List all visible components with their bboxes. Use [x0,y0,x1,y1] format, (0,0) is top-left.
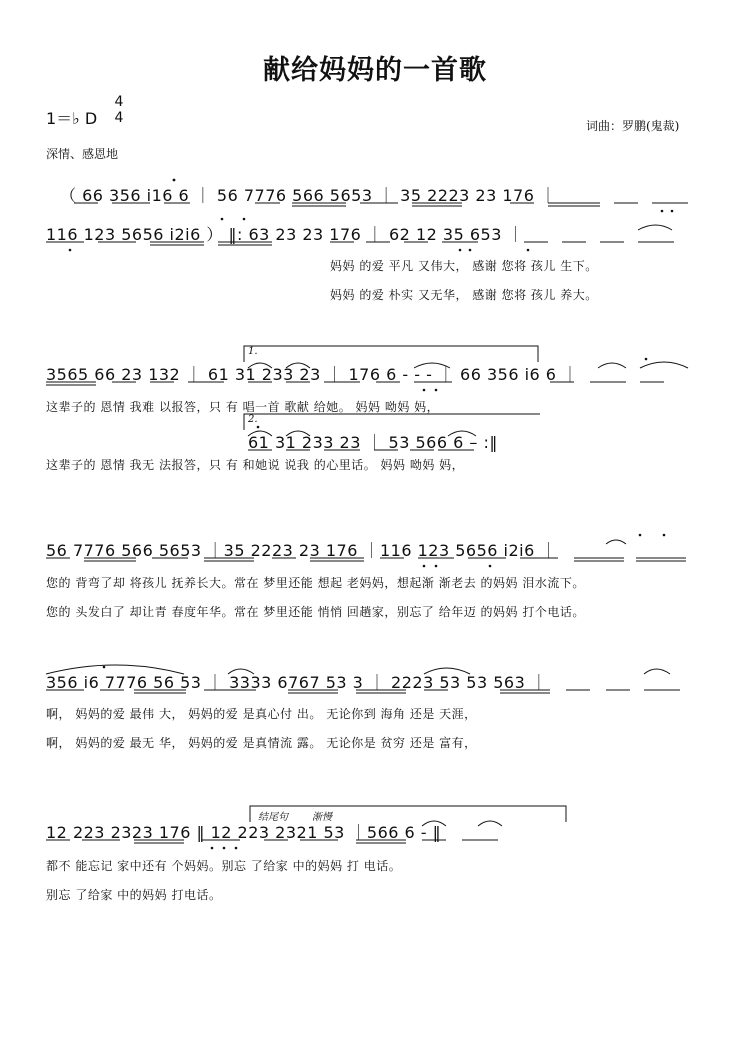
lyric-row-5-verse-2: 您的 头发白了 却让青 春度年华。常在 梦里还能 悄悄 回趟家，别忘了 给年迈 的妈妈 打个电话。 [46,605,585,619]
lyric-row-4: 这辈子的 恩情 我无 法报答，只 有 和她说 说我 的心里话。 妈妈 呦妈 妈， [46,458,465,472]
lyric-row-2-verse-1: 妈妈 的爱 平凡 又伟大， 感谢 您将 孩儿 生下。 [330,259,598,273]
notation-row-6: 356 i6 7776 56 53 ｜ 3333 6767 53 3 ｜ 2223 53 53 563 ｜ [46,673,548,692]
lyric-row-5-verse-1: 您的 背弯了却 将孩儿 抚养长大。常在 梦里还能 想起 老妈妈，想起渐 渐老去 的妈妈 泪水流下。 [46,576,585,590]
time-signature-bottom: 4 [114,110,124,126]
volta-1: 1. [248,346,258,357]
coda-tempo: 渐慢 [312,812,332,823]
coda-label: 结尾句 [258,812,288,823]
notation-row-5: 56 7776 566 5653 ｜35 2223 23 176 ｜116 123 5656 i2i6 ｜ [46,541,557,560]
lyric-row-3: 这辈子的 恩情 我难 以报答，只 有 唱一首 歌献 给她。 妈妈 呦妈 妈， [46,400,440,414]
notation-row-3: 3565 66 23 132 ｜ 61 31 233 23 ｜ 176 6 - - - ｜ 66 356 i6 6 ｜ [46,365,579,384]
lyric-row-7-verse-2: 别忘 了给家 中的妈妈 打电话。 [46,888,222,902]
lyric-row-6-verse-2: 啊， 妈妈的爱 最无 华， 妈妈的爱 是真情流 露。 无论你是 贫穷 还是 富有， [46,736,477,750]
credit: 词曲：罗鹏(鬼裁) [586,119,680,133]
key-signature: 1＝♭ D [46,109,98,128]
volta-2: 2. [248,414,258,425]
lyric-row-7-verse-1: 都不 能忘记 家中还有 个妈妈。别忘 了给家 中的妈妈 打 电话。 [46,859,402,873]
song-title: 献给妈妈的一首歌 [263,55,487,86]
lyric-row-2-verse-2: 妈妈 的爱 朴实 又无华， 感谢 您将 孩儿 养大。 [330,288,598,302]
notation-row-7: 12 223 2323 176 ‖ 12 223 2321 53 ｜566 6 - ‖ [46,823,442,842]
notation-row-1: （ 66 356 i16 6 ｜ 56 7776 566 5653 ｜ 35 2223 23 176 ｜ [60,186,557,205]
notation-row-2: 116 123 5656 i2i6 ） ‖: 63 23 23 176 ｜ 62 12 35 653 ｜ [46,225,524,244]
time-signature-top: 4 [114,94,124,110]
lyric-row-6-verse-1: 啊， 妈妈的爱 最伟 大， 妈妈的爱 是真心付 出。 无论你到 海角 还是 天涯， [46,707,477,721]
expression-mark: 深情、感恩地 [46,147,119,161]
notation-row-4: 61 31 233 23 ｜ 53 566 6 – :‖ [248,433,498,452]
